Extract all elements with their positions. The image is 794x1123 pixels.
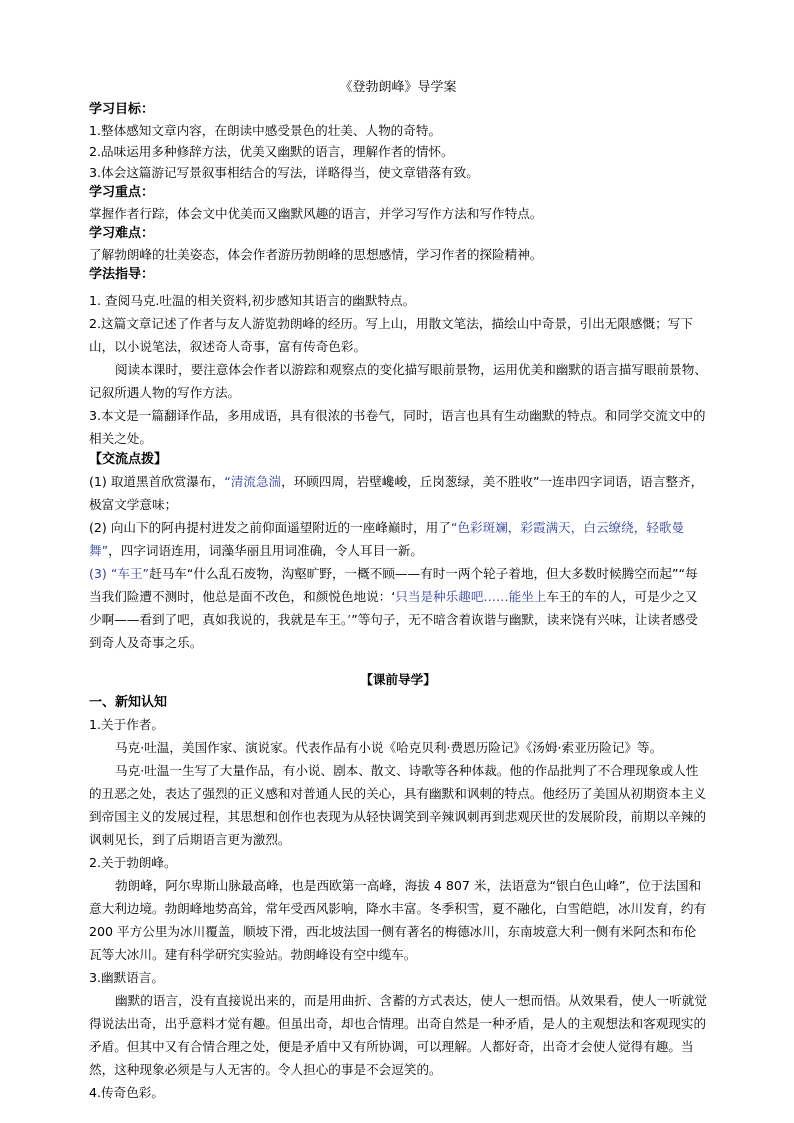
- exchange-text: “每当我们险遭不测时，他总是面不改色，和颜悦色地说：‘: [89, 566, 698, 604]
- exchange-text: 赶马车“什么乱石废物: [149, 566, 269, 581]
- method-section: [89, 265, 707, 450]
- key-heading: 学习重点：: [89, 185, 155, 200]
- exchange-quote: 只当是种乐趣吧……能坐上: [395, 589, 547, 604]
- exchange-paragraph-3: [89, 562, 707, 654]
- exchange-section: [89, 450, 707, 654]
- exchange-text: 车王的车的人，可是少之又少啊——看到了吧，真如我说的，我就是车王。: [89, 589, 698, 627]
- difficulty-text: 了解勃朗峰的壮美姿态，体会作者游历勃朗峰的思想感情，学习作者的探险精神。: [89, 247, 543, 262]
- exchange-text: ，环顾四周，岩壁巉峻，丘岗葱绿，美不胜收”一连串四字词语，语言整齐，极富文学意味；: [89, 474, 704, 512]
- difficulty-heading: 学习难点：: [89, 226, 155, 241]
- exchange-text: ，四字词语连用，词藻华丽且用词准确，令人耳目一新。: [108, 543, 423, 558]
- exchange-quote: “清流急湍: [224, 474, 282, 489]
- page-title: 《登勃朗峰》导学案: [339, 80, 457, 95]
- key-text: 掌握作者行踪，体会文中优美而又幽默风趣的语言，并学习写作方法和写作特点。: [89, 206, 543, 221]
- exchange-paragraph-2: [89, 516, 707, 562]
- difficulty-section: [89, 224, 707, 265]
- exchange-text: ，沟壑旷野，一概不顾——有时一两个轮子着地，但大多数时候腾空而起”: [268, 566, 679, 581]
- goals-heading: 学习目标：: [89, 102, 155, 117]
- method-paragraph-2: 2.这篇文章记述了作者与友人游览勃朗峰的经历。写上山，用散文笔法，描绘山中奇景，引出无限感慨；写下山，以小说笔法，叙述奇人奇事，富有传奇色彩。: [89, 316, 693, 354]
- goal-item-2: 2.品味运用多种修辞方法，优美又幽默的语言，理解作者的情怀。: [89, 144, 454, 159]
- exchange-quote: ，彩霞满天，白云缭绕，轻歌曼舞”: [89, 520, 685, 558]
- exchange-text: (2) 向山下的阿冉提村进发之前仰面遥望附近的一座峰巅时，用了: [89, 520, 451, 535]
- exchange-quote: “色彩斑斓: [450, 520, 508, 535]
- preview-section: [89, 693, 707, 1104]
- method-paragraph-1: 1. 查阅马克.吐温的相关资料,初步感知其语言的幽默特点。: [89, 293, 416, 308]
- legend-title: 4.传奇色彩。: [89, 1085, 164, 1100]
- mont-title: 2.关于勃朗峰。: [89, 855, 177, 870]
- method-paragraph-3: 阅读本课时，要注意体会作者以游踪和观察点的变化描写眼前景物，运用优美和幽默的语言描写眼前景物、记叙所遇人物的写作方法。: [89, 362, 707, 400]
- author-title: 1.关于作者。: [89, 717, 164, 732]
- mont-paragraph: 勃朗峰，阿尔卑斯山脉最高峰，也是西欧第一高峰，海拔 4 807 米，法语意为“银白色山峰”，位于法国和意大利边境。勃朗峰地势高耸，常年受西风影响，降水丰富。冬季积雪，夏不融化，白雪皑皑，冰川发育，约有 200 平方公里为冰川覆盖，顺坡下滑，西北坡法国一侧有著名的梅德冰川，东南坡意大利一侧有米阿杰和布伦瓦等大冰川。建有科学研究实验站。勃朗峰设有空中缆车。: [89, 878, 707, 962]
- exchange-heading: 【交流点拨】: [89, 452, 168, 467]
- document-page: [89, 74, 707, 1104]
- method-heading: 学法指导：: [89, 267, 155, 282]
- author-paragraph-2: 马克·吐温一生写了大量作品，有小说、剧本、散文、诗歌等各种体裁。他的作品批判了不合理现象或人性的丑恶之处，表达了强烈的正义感和对普通人民的关心，具有幽默和讽刺的特点。他经历了美国从初期资本主义到帝国主义的发展过程，其思想和创作也表现为从轻快调笑到辛辣讽刺再到悲观厌世的发展阶段，前期以辛辣的讽刺见长，到了后期语言更为激烈。: [89, 763, 707, 847]
- goal-item-3: 3.体会这篇游记写景叙事相结合的写法，详略得当，使文章错落有致。: [89, 165, 479, 180]
- humor-paragraph: 幽默的语言，没有直接说出来的，而是用曲折、含蓄的方式表达，使人一想而悟。从效果看，使人一听就觉得说法出奇，出乎意料才觉有趣。但虽出奇，却也合情理。出奇自然是一种矛盾，是人的主观想法和客观现实的矛盾。但其中又有合情合理之处，便是矛盾中又有所协调，可以理解。人都好奇，出奇才会使人觉得有趣。当然，这种现象必须是与人无害的。令人担心的事是不会逗笑的。: [89, 993, 707, 1077]
- exchange-text: (1) 取道黑首欣赏瀑布，: [89, 474, 225, 489]
- humor-title: 3.幽默语言。: [89, 970, 164, 985]
- exchange-quote: (3) “车王”: [89, 566, 150, 581]
- exchange-paragraph-1: [89, 470, 707, 516]
- section-heading: 一、新知认知: [89, 695, 168, 710]
- key-section: [89, 183, 707, 224]
- preview-heading: 【课前导学】: [360, 672, 436, 687]
- goal-item-1: 1.整体感知文章内容，在朗读中感受景色的壮美、人物的奇特。: [89, 123, 442, 138]
- goals-section: [89, 100, 707, 183]
- author-paragraph-1: 马克·吐温，美国作家、演说家。代表作品有小说《哈克贝利·费恩历险记》《汤姆·索亚历险记》等。: [115, 740, 663, 755]
- exchange-quote: ’: [347, 612, 352, 627]
- method-paragraph-4: 3.本文是一篇翻译作品，多用成语，具有很浓的书卷气，同时，语言也具有生动幽默的特点。和同学交流文中的相关之处。: [89, 408, 706, 446]
- exchange-text: ”等句子，无不暗含着诙谐与幽默，读来饶有兴味，让读者感受到奇人及奇事之乐。: [89, 612, 698, 650]
